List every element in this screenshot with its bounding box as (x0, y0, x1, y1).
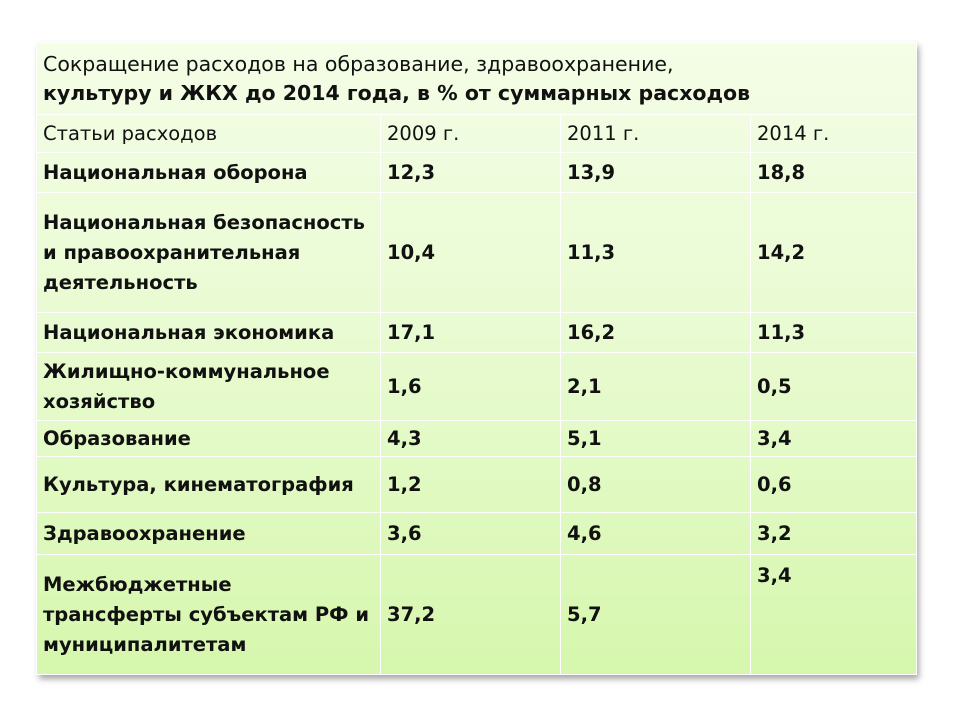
expenses-table-container (36, 42, 916, 675)
value-2009: 1,6 (381, 353, 561, 421)
table-row (37, 457, 917, 513)
table-header-row (37, 115, 917, 153)
value-2009: 17,1 (381, 313, 561, 353)
row-label: Национальная безопасность и правоохранительная деятельность (37, 193, 381, 313)
value-2014: 11,3 (751, 313, 917, 353)
table-row (37, 153, 917, 193)
table-title-line1: Сокращение расходов на образование, здравоохранение, (43, 52, 674, 76)
value-2011: 16,2 (561, 313, 751, 353)
table-row (37, 513, 917, 555)
value-2011: 5,7 (561, 555, 751, 675)
header-cell-items: Статьи расходов (37, 115, 381, 153)
value-2011: 11,3 (561, 193, 751, 313)
value-2014: 3,2 (751, 513, 917, 555)
table-row (37, 353, 917, 421)
header-cell-2011: 2011 г. (561, 115, 751, 153)
value-2014: 3,4 (751, 555, 917, 675)
row-label: Национальная экономика (37, 313, 381, 353)
expenses-table (36, 42, 917, 675)
header-cell-2014: 2014 г. (751, 115, 917, 153)
table-title (37, 43, 917, 115)
table-row (37, 193, 917, 313)
table-title-row (37, 43, 917, 115)
row-label: Жилищно-коммунальное хозяйство (37, 353, 381, 421)
row-label: Межбюджетные трансферты субъектам РФ и муниципалитетам (37, 555, 381, 675)
row-label: Национальная оборона (37, 153, 381, 193)
value-2014: 0,6 (751, 457, 917, 513)
header-cell-2009: 2009 г. (381, 115, 561, 153)
value-2014: 14,2 (751, 193, 917, 313)
table-row (37, 313, 917, 353)
value-2014: 3,4 (751, 421, 917, 457)
value-2009: 3,6 (381, 513, 561, 555)
value-2009: 1,2 (381, 457, 561, 513)
table-row (37, 555, 917, 675)
value-2011: 4,6 (561, 513, 751, 555)
value-2011: 2,1 (561, 353, 751, 421)
row-label: Образование (37, 421, 381, 457)
value-2009: 12,3 (381, 153, 561, 193)
value-2011: 13,9 (561, 153, 751, 193)
value-2009: 4,3 (381, 421, 561, 457)
value-2009: 10,4 (381, 193, 561, 313)
value-2011: 0,8 (561, 457, 751, 513)
value-2011: 5,1 (561, 421, 751, 457)
row-label: Культура, кинематография (37, 457, 381, 513)
table-row (37, 421, 917, 457)
value-2014: 18,8 (751, 153, 917, 193)
value-2014: 0,5 (751, 353, 917, 421)
table-title-line2: культуру и ЖКХ до 2014 года, в % от суммарных расходов (43, 81, 751, 105)
value-2009: 37,2 (381, 555, 561, 675)
row-label: Здравоохранение (37, 513, 381, 555)
